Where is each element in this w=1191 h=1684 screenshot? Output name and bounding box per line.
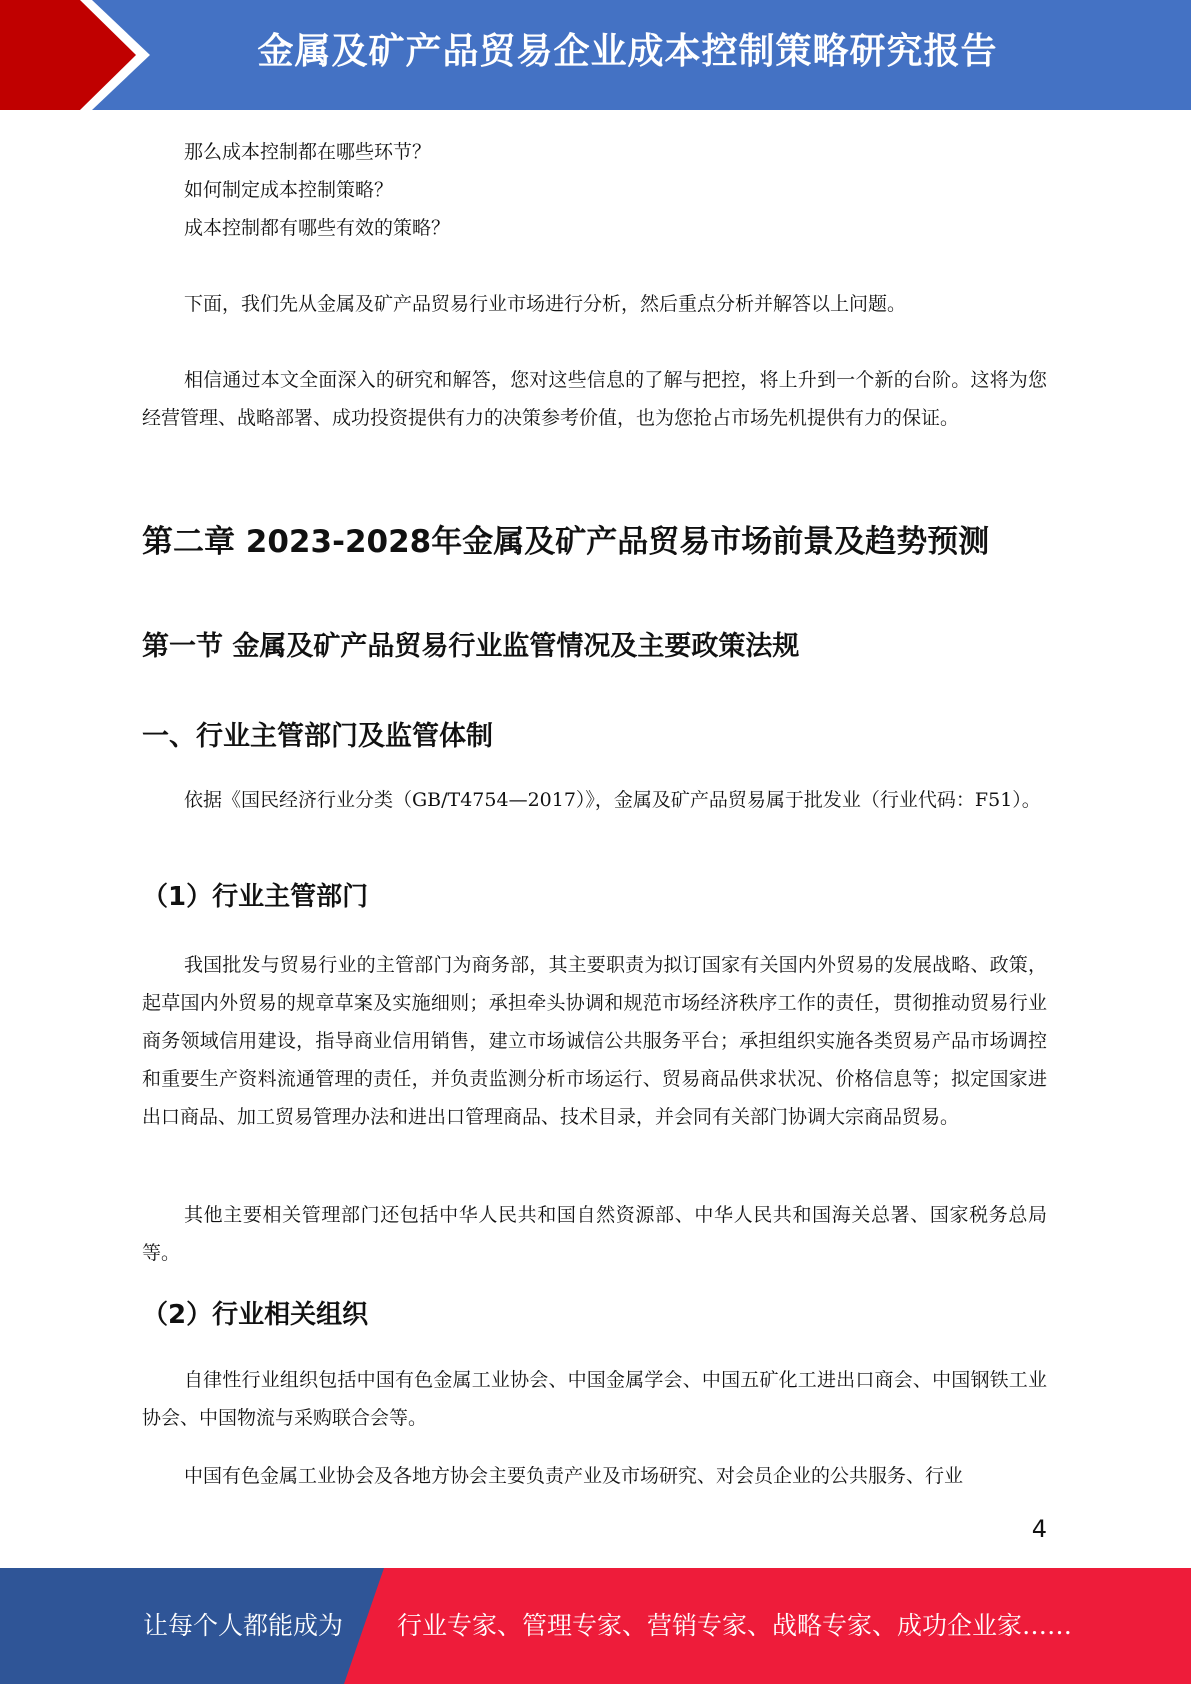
page-number: 4 (1031, 1515, 1047, 1543)
section-heading: 第一节 金属及矿产品贸易行业监管情况及主要政策法规 (142, 631, 800, 662)
page-header (0, 0, 1191, 110)
regulator-paragraph: 我国批发与贸易行业的主管部门为商务部，其主要职责为拟订国家有关国内外贸易的发展战略、政策，起草国内外贸易的规章草案及实施细则；承担牵头协调和规范市场经济秩序工作的责任，贯彻推动贸易行业商务领域信用建设，指导商业信用销售，建立市场诚信公共服务平台；承担组织实施各类贸易产品市场调控和重要生产资料流通管理的责任，并负责监测分析市场运行、贸易商品供求状况、价格信息等；拟定国家进出口商品、加工贸易管理办法和进出口管理商品、技术目录，并会同有关部门协调大宗商品贸易。 (142, 954, 1047, 1128)
part-heading: （2）行业相关组织 (142, 1300, 369, 1330)
chapter-heading: 第二章 2023-2028年金属及矿产品贸易市场前景及趋势预测 (142, 524, 990, 560)
intro-paragraph: 相信通过本文全面深入的研究和解答，您对这些信息的了解与把控，将上升到一个新的台阶。这将为您经营管理、战略部署、成功投资提供有力的决策参考价值，也为您抢占市场先机提供有力的保证。 (142, 369, 1047, 429)
footer-slogan-left: 让每个人都能成为 (143, 1611, 344, 1640)
association-paragraph: 中国有色金属工业协会及各地方协会主要负责产业及市场研究、对会员企业的公共服务、行业 (184, 1465, 964, 1487)
organizations-paragraph: 自律性行业组织包括中国有色金属工业协会、中国金属学会、中国五矿化工进出口商会、中国钢铁工业协会、中国物流与采购联合会等。 (142, 1369, 1047, 1429)
question-line: 那么成本控制都在哪些环节？ (184, 141, 432, 163)
page-footer (0, 1568, 1191, 1684)
question-line: 成本控制都有哪些有效的策略？ (184, 217, 451, 239)
report-title: 金属及矿产品贸易企业成本控制策略研究报告 (257, 31, 998, 72)
question-line: 如何制定成本控制策略？ (184, 179, 394, 201)
subsection-heading: 一、行业主管部门及监管体制 (142, 721, 493, 752)
intro-block (142, 133, 1047, 437)
other-regulators-paragraph: 其他主要相关管理部门还包括中华人民共和国自然资源部、中华人民共和国海关总署、国家税务总局等。 (142, 1204, 1047, 1264)
classification-paragraph: 依据《国民经济行业分类（GB/T4754—2017）》，金属及矿产品贸易属于批发业（行业代码：F51）。 (184, 789, 1041, 811)
footer-slogan-right: 行业专家、管理专家、营销专家、战略专家、成功企业家…… (397, 1611, 1073, 1640)
intro-paragraph: 下面，我们先从金属及矿产品贸易行业市场进行分析，然后重点分析并解答以上问题。 (184, 293, 907, 315)
part-heading: （1）行业主管部门 (142, 882, 369, 912)
